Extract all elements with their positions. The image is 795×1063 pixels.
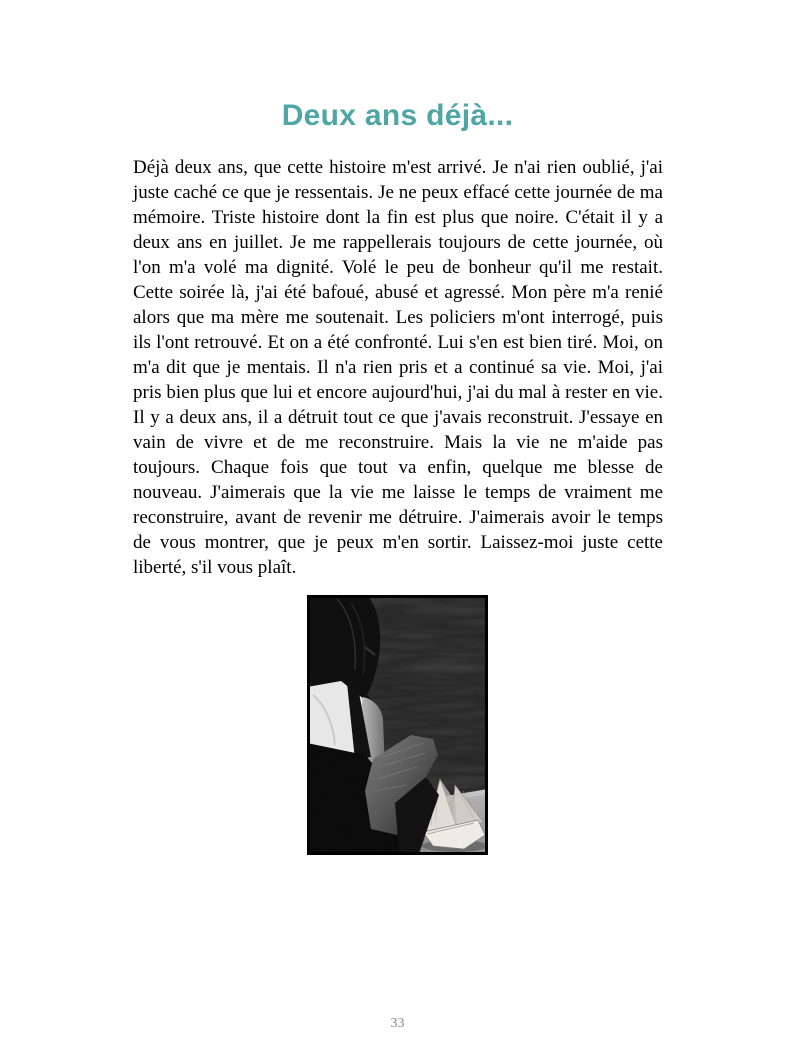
page-title: Deux ans déjà... bbox=[281, 99, 514, 132]
photo-illustration bbox=[307, 595, 488, 855]
page-number: 33 bbox=[390, 1016, 405, 1031]
body-paragraph: Déjà deux ans, que cette histoire m'est arrivé. Je n'ai rien oublié, j'ai juste caché ce que je ressentais. Je ne peux effacé cette journée de ma mémoire. Triste histoire dont la fin est plus que noire. C'était il y a deux ans en juillet. Je me rappellerais toujours de cette journée, où l'on m'a volé ma dignité. Volé le peu de bonheur qu'il me restait. Cette soirée là, j'ai été bafoué, abusé et agressé. Mon père m'a renié alors que ma mère me soutenait. Les policiers m'ont interrogé, puis ils l'ont retrouvé. Et on a été confronté. Lui s'en est bien tiré. Moi, on m'a dit que je mentais. Il n'a rien pris et a continué sa vie. Moi, j'ai pris bien plus que lui et encore aujourd'hui, j'ai du mal à rester en vie. Il y a deux ans, il a détruit tout ce que j'avais reconstruit. J'essaye en vain de vivre et de me reconstruire. Mais la vie ne m'aide pas toujours. Chaque fois que tout va enfin, quelque me blesse de nouveau. J'aimerais que la vie me laisse le temps de vraiment me reconstruire, avant de revenir me détruire. J'aimerais avoir le temps de vous montrer, que je peux m'en sortir. Laissez-moi juste cette liberté, s'il vous plaît. bbox=[133, 157, 663, 578]
photo-girl-paper-boat bbox=[307, 595, 488, 855]
